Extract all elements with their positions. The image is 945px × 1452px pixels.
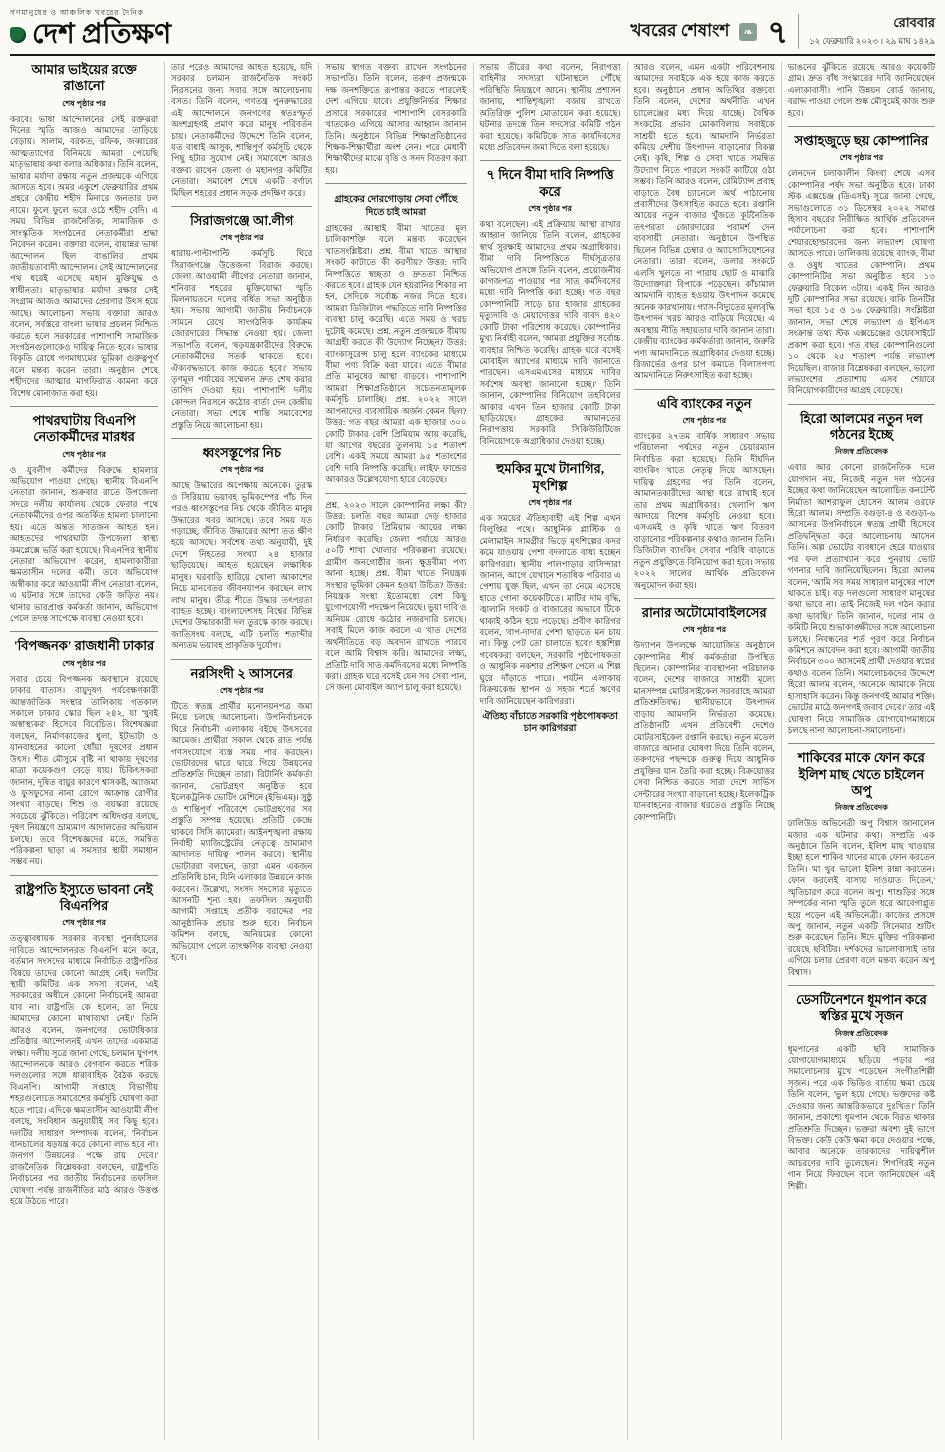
article-subhead: নিজস্ব প্রতিবেদক <box>835 1028 888 1038</box>
article-headline: ৭ দিনে বীমা দাবি নিষ্পত্তি করে <box>486 167 614 199</box>
masthead-right <box>630 14 935 49</box>
article-body: লেনদেন চলাকালীন কিংবা শেষে এসব কোম্পানির পর্ষদ সভা অনুষ্ঠিত হবে। ঢাকা স্টক এক্সচেঞ্জ (ডিএসই) সূত্রে জানা গেছে, সভাগুলোতে ৩১ ডিসেম্বর ২০২২ সমাপ্ত হিসাব বছরের নিরীক্ষিত আর্থিক প্রতিবেদন পর্যালোচনা করা হবে। পাশাপাশি শেয়ারহোল্ডারদের জন্য লভ্যাংশ ঘোষণা আসতে পারে। তালিকায় রয়েছে ব্যাংক, বীমা ও ওষুধ খাতের কোম্পানি। প্রথম কোম্পানিটির সভা অনুষ্ঠিত হবে ১৩ ফেব্রুয়ারি বিকেল ৩টায়। একই দিন আরও দুটি কোম্পানির সভা রয়েছে। বাকি তিনটির সভা হবে ১৫ ও ১৬ ফেব্রুয়ারি। সংশ্লিষ্টরা জানান, সভা শেষে লভ্যাংশ ও ইপিএস সংক্রান্ত তথ্য স্টক এক্সচেঞ্জের ওয়েবসাইটে প্রকাশ করা হবে। গত বছর কোম্পানিগুলো ১০ থেকে ২৫ শতাংশ পর্যন্ত লভ্যাংশ দিয়েছিল। বাজার বিশ্লেষকরা বলছেন, ভালো লভ্যাংশের প্রত্যাশায় এসব শেয়ারে বিনিয়োগকারীদের আগ্রহ বেড়েছে। <box>787 168 935 396</box>
article <box>634 598 775 830</box>
article-body: কথা বলেছেন। এই প্রক্রিয়ায় আস্থা রাখার আহ্বান জানিয়ে তিনি বলেন, গ্রাহকের স্বার্থ সুরক্ষাই আমাদের প্রথম অগ্রাধিকার। বীমা দাবি নিষ্পত্তিতে দীর্ঘসূত্রতার অভিযোগ প্রসঙ্গে তিনি বলেন, প্রয়োজনীয় কাগজপত্র পাওয়ার পর সাত কর্মদিবসের মধ্যে দাবি নিষ্পত্তি করা হচ্ছে। গত বছর কোম্পানিটি সাড়ে চার হাজার গ্রাহকের মৃত্যুদাবি ও মেয়াদোত্তর দাবি বাবদ ৪২০ কোটি টাকা পরিশোধ করেছে। কোম্পানির মুখ্য নির্বাহী বলেন, 'আমরা প্রযুক্তির সর্বোচ্চ ব্যবহার নিশ্চিত করেছি। গ্রাহক ঘরে বসেই মোবাইল অ্যাপের মাধ্যমে দাবি জানাতে পারছেন। এসএমএসের মাধ্যমে দাবির সর্বশেষ অবস্থা জানানো হচ্ছে।' তিনি জানান, কোম্পানির বিনিয়োগ তহবিলের আকার এখন তিন হাজার কোটি টাকা ছাড়িয়েছে। গ্রাহকের আমানতের নিরাপত্তায় সরকারি সিকিউরিটিজে বিনিয়োগকে অগ্রাধিকার দেওয়া হচ্ছে। <box>479 218 621 446</box>
article <box>10 875 158 1215</box>
article-body: এবার আর কোনো রাজনৈতিক দলে যোগদান নয়, নিজেই নতুন দল গঠনের ইচ্ছের কথা জানিয়েছেন আলোচিত কনটেন্ট নির্মাতা আশরাফুল হোসেন আলম ওরফে হিরো আলম। সম্প্রতি বগুড়া-৪ ও বগুড়া-৬ আসনের উপনির্বাচনে স্বতন্ত্র প্রার্থী হিসেবে প্রতিদ্বন্দ্বিতা করে আলোচনায় আসেন তিনি। অল্প ভোটের ব্যবধানে হেরে যাওয়ার পর ফল প্রত্যাখ্যান করে পুনরায় ভোট গণনার দাবি জানিয়েছিলেন। হিরো আলম বলেন, 'আমি সব সময় সাধারণ মানুষের পাশে থাকতে চাই। বড় দলগুলো সাধারণ মানুষের কথা ভাবে না। তাই নিজেই দল গঠন করার কথা ভাবছি।' তিনি জানান, দলের নাম ও কমিটি নিয়ে শুভাকাঙ্ক্ষীদের সঙ্গে আলোচনা চলছে। নিবন্ধনের শর্ত পূরণ করে নির্বাচন কমিশনে আবেদন করা হবে। আগামী জাতীয় নির্বাচনে ৩০০ আসনেই প্রার্থী দেওয়ার স্বপ্নের কথাও বলেন তিনি। সমালোচকদের উদ্দেশে হিরো আলম বলেন, 'অনেকে আমাকে নিয়ে হাসাহাসি করেন। কিন্তু জনগণই আমার শক্তি। ভোটের মাঠে জনগণই জবাব দেবে।' তার এই ঘোষণা নিয়ে সামাজিক যোগাযোগমাধ্যমে চলছে নানা আলোচনা-সমালোচনা। <box>787 462 935 735</box>
article-continuation <box>171 62 312 206</box>
column-5 <box>627 62 781 1440</box>
article <box>10 406 158 631</box>
article-headline: পাথরঘাটায় বিএনপি নেতাকর্মীদের মারধর <box>32 413 136 445</box>
article <box>788 404 935 744</box>
article-continuation <box>325 62 466 183</box>
article-headline: রানার অটোমোবাইলসের <box>641 604 767 620</box>
article-body: ঢালিউড অভিনেত্রী অপু বিশ্বাস জানালেন মজার এক ঘটনার কথা। সম্প্রতি এক অনুষ্ঠানে তিনি বলেন, ইলিশ মাছ খাওয়ার ইচ্ছা হলে শাকিব খানের মাকে ফোন করতেন তিনি। 'মা খুব ভালো ইলিশ রান্না করতেন। ফোন করলেই বাসায় দাওয়াত দিতেন,' স্মৃতিচারণ করে বলেন অপু। শাশুড়ির সঙ্গে সম্পর্কের নানা স্মৃতি তুলে ধরে আবেগাপ্লুত হয়ে পড়েন এই অভিনেত্রী। কাজের প্রসঙ্গে অপু জানান, নতুন একটি সিনেমার শুটিং শুরু করেছেন তিনি। ঈদে মুক্তির পরিকল্পনা রয়েছে ছবিটির। দর্শকদের ভালোবাসাই তার এগিয়ে চলার প্রেরণা বলে মন্তব্য করেন অপু বিশ্বাস। <box>787 818 935 977</box>
article-continuation <box>325 493 466 701</box>
pull-quote: ঐতিহ্য বাঁচাতে সরকারি পৃষ্ঠপোষকতা চান কারিগররা <box>482 711 618 735</box>
column-3 <box>318 62 472 1440</box>
leaf-icon: ❧ <box>739 23 757 41</box>
article-headline: নরসিংদী ২ আসনের <box>190 665 293 681</box>
article-body: ও যুবলীগ কর্মীদের বিরুদ্ধে হামলার অভিযোগ পাওয়া গেছে। স্থানীয় বিএনপি নেতারা জানান, শুক্রবার রাতে উপজেলা সদরে দলীয় কার্যালয় থেকে ফেরার পথে নেতাকর্মীদের ওপর অতর্কিত হামলা চালানো হয়। এতে অন্তত সাতজন আহত হন। আহতদের পাথরঘাটা উপজেলা স্বাস্থ্য কমপ্লেক্সে ভর্তি করা হয়েছে। বিএনপির স্থানীয় নেতারা অভিযোগ করেন, হামলাকারীরা ক্ষমতাসীন দলের কর্মী। তবে অভিযোগ অস্বীকার করে আওয়ামী লীগ নেতারা বলেন, এ ঘটনার সঙ্গে তাদের কেউ জড়িত নয়। থানার ভারপ্রাপ্ত কর্মকর্তা জানান, অভিযোগ পেলে তদন্ত সাপেক্ষে ব্যবস্থা নেওয়া হবে। <box>10 464 159 624</box>
page-number: ৭ <box>767 13 789 50</box>
article-headline: এবি ব্যাংকের নতুন <box>657 395 752 411</box>
article-body: গ্রাহকের আস্থাই বীমা খাতের মূল চালিকাশক্তি বলে মন্তব্য করেছেন খাতসংশ্লিষ্টরা। প্রশ্ন. বীমা খাতে আস্থার সংকট কাটাতে কী করণীয়? উত্তর: দাবি নিষ্পত্তিতে স্বচ্ছতা ও দ্রুততা নিশ্চিত করতে হবে। গ্রাহক যেন হয়রানির শিকার না হন, সেদিকে সর্বোচ্চ নজর দিতে হবে। আমরা ডিজিটাল পদ্ধতিতে দাবি নিষ্পত্তির ব্যবস্থা চালু করেছি। এতে সময় ও খরচ দুটোই কমেছে। প্রশ্ন. নতুন প্রজন্মকে বীমায় আগ্রহী করতে কী উদ্যোগ নিচ্ছেন? উত্তর: ব্যাংকাসুরেন্স চালু হলে ব্যাংকের মাধ্যমে বীমা পণ্য বিক্রি করা যাবে। এতে বীমার প্রতি মানুষের আস্থা বাড়বে। পাশাপাশি আমরা শিক্ষাপ্রতিষ্ঠানে সচেতনতামূলক কর্মসূচি চালাচ্ছি। প্রশ্ন. ২০২২ সালে আপনাদের ব্যবসায়িক অর্জন কেমন ছিল? উত্তর: গত বছর আমরা এক হাজার ৩০০ কোটি টাকার বেশি প্রিমিয়াম আয় করেছি, যা আগের বছরের তুলনায় ১৫ শতাংশ বেশি। একই সময়ে আমরা ৯৫ শতাংশের বেশি দাবি নিষ্পত্তি করেছি। লাইফ ফান্ডের আকারও উল্লেখযোগ্য হারে বেড়েছে। <box>325 222 467 485</box>
article <box>480 454 621 746</box>
article-body: আরও বলেন, এমন একটা পরিবেশনায় আমাদের সবাইকে এক হয়ে কাজ করতে হবে। অনুষ্ঠানে প্রধান অতিথির বক্তব্যে তিনি বলেন, দেশের অর্থনীতি এখন চ্যালেঞ্জের মধ্য দিয়ে যাচ্ছে। বৈশ্বিক সংকটের প্রভাব মোকাবিলায় সবাইকে সাশ্রয়ী হতে হবে। আমদানি নির্ভরতা কমিয়ে দেশীয় উৎপাদন বাড়ানোর বিকল্প নেই। কৃষি, শিল্প ও সেবা খাতে সমন্বিত উদ্যোগ নিতে পারলে সংকট কাটিয়ে ওঠা সম্ভব। তিনি আরও বলেন, রেমিট্যান্স প্রবাহ বাড়াতে বৈধ চ্যানেলে অর্থ পাঠানোয় প্রবাসীদের উৎসাহিত করতে হবে। রপ্তানি আয়ের নতুন বাজার খুঁজতে কূটনৈতিক তৎপরতা জোরদারের পরামর্শ দেন ব্যবসায়ী নেতারা। অনুষ্ঠানে উপস্থিত ছিলেন বিভিন্ন চেম্বার ও অ্যাসোসিয়েশনের নেতারা। তারা বলেন, ডলার সংকটে এলসি খুলতে না পারায় ছোট ও মাঝারি উদ্যোক্তারা বিপাকে পড়েছেন। কাঁচামাল আমদানি ব্যাহত হওয়ায় উৎপাদন কমেছে অনেক কারখানায়। গ্যাস-বিদ্যুতের মূল্যবৃদ্ধি উৎপাদন খরচ আরও বাড়িয়ে দিয়েছে। এ অবস্থায় নীতি সহায়তার দাবি জানান তারা। কেন্দ্রীয় ব্যাংকের কর্মকর্তারা জানান, জরুরি পণ্য আমদানিতে অগ্রাধিকার দেওয়া হচ্ছে। রিজার্ভের ওপর চাপ কমাতে বিলাসপণ্য আমদানিতে নিরুৎসাহিত করা হচ্ছে। <box>633 62 775 381</box>
article-body: টিতে স্বতন্ত্র প্রার্থীর মনোনয়নপত্র জমা নিয়ে চলছে আলোচনা। উপনির্বাচনকে ঘিরে নির্বাচনী এলাকায় বইছে উৎসবের আমেজ। প্রার্থীরা সকাল থেকে রাত পর্যন্ত গণসংযোগে ব্যস্ত সময় পার করছেন। ভোটারদের দ্বারে দ্বারে গিয়ে উন্নয়নের প্রতিশ্রুতি দিচ্ছেন তারা। রিটার্নিং কর্মকর্তা জানান, ভোটগ্রহণ অনুষ্ঠিত হবে ইলেকট্রনিক ভোটিং মেশিনে (ইভিএম)। সুষ্ঠু ও শান্তিপূর্ণ পরিবেশে ভোটগ্রহণের সব প্রস্তুতি সম্পন্ন হয়েছে। প্রতিটি কেন্দ্রে থাকবে সিসি ক্যামেরা। আইনশৃঙ্খলা রক্ষায় নির্বাহী ম্যাজিস্ট্রেটের নেতৃত্বে ভ্রাম্যমাণ আদালত দায়িত্ব পালন করবে। স্থানীয় ভোটাররা বলছেন, তারা এমন একজন প্রতিনিধি চান, যিনি এলাকার উন্নয়নে কাজ করবেন। উল্লেখ্য, সংসদ সদস্যের মৃত্যুতে আসনটি শূন্য হয়। তফসিল অনুযায়ী আগামী সপ্তাহে প্রতীক বরাদ্দের পর আনুষ্ঠানিক প্রচার শুরু হবে। নির্বাচন কমিশন বলছে, অনিয়মের কোনো অভিযোগ পেলে তাৎক্ষণিক ব্যবস্থা নেওয়া হবে। <box>171 700 313 963</box>
article-subhead: নিজস্ব প্রতিবেদক <box>835 803 888 813</box>
article-body: তত্ত্বাবধায়ক সরকার ব্যবস্থা পুনর্বহালের দাবিতে আন্দোলনরত বিএনপি মনে করে, বর্তমান সংসদের মাধ্যমে নির্বাচিত রাষ্ট্রপতির বিষয়ে তাদের কোনো আগ্রহ নেই। দলটির স্থায়ী কমিটির এক সদস্য বলেন, 'এই সরকারের অধীনে কোনো নির্বাচনেই আমরা যাব না। রাষ্ট্রপতি কে হলেন, তা নিয়ে আমাদের কোনো মাথাব্যথা নেই।' তিনি আরও বলেন, জনগণের ভোটাধিকার প্রতিষ্ঠার আন্দোলনই এখন তাদের একমাত্র লক্ষ্য। দলীয় সূত্রে জানা গেছে, চলমান যুগপৎ আন্দোলনকে আরও বেগবান করতে শরিক দলগুলোর সঙ্গে ধারাবাহিক বৈঠক করছে বিএনপি। আগামী সপ্তাহে বিভাগীয় শহরগুলোতে সমাবেশের কর্মসূচি ঘোষণা করা হতে পারে। এদিকে ক্ষমতাসীন আওয়ামী লীগ বলছে, সংবিধান অনুযায়ীই সব কিছু হবে। দলটির সাধারণ সম্পাদক বলেন, 'নির্বাচন বানচালের ষড়যন্ত্র করে কোনো লাভ হবে না। জনগণ উন্নয়নের পক্ষে রায় দেবে।' রাজনৈতিক বিশ্লেষকরা বলছেন, রাষ্ট্রপতি নির্বাচনের পর জাতীয় নির্বাচনের তফসিল ঘোষণা পর্যন্ত রাজনীতির মাঠ আরও উত্তপ্ত হয়ে উঠতে পারে। <box>10 933 159 1207</box>
article-body: সভায় তীরের কথা বলেন, নিরাপত্তা বাহিনীর সদস্যরা ঘটনাস্থলে পৌঁছে পরিস্থিতি নিয়ন্ত্রণে আনে। স্থানীয় প্রশাসন জানায়, শান্তিশৃঙ্খলা বজায় রাখতে অতিরিক্ত পুলিশ মোতায়েন করা হয়েছে। ঘটনার তদন্তে তিন সদস্যের কমিটি গঠন করা হয়েছে। কমিটিকে সাত কার্যদিবসের মধ্যে প্রতিবেদন জমা দিতে বলা হয়েছে। <box>479 62 621 152</box>
article-headline: রাষ্ট্রপতি ইস্যুতে ভাবনা নেই বিএনপির <box>15 881 153 914</box>
article-body: ধারায়-পাল্টাপাল্টি কর্মসূচি ঘিরে সিরাজগঞ্জে উত্তেজনা বিরাজ করছে। জেলা আওয়ামী লীগের নেতারা জানান, শনিবার শহরের মুক্তিযোদ্ধা স্মৃতি মিলনায়তনে দলের বর্ধিত সভা অনুষ্ঠিত হয়। সভায় আগামী জাতীয় নির্বাচনকে সামনে রেখে সাংগঠনিক কার্যক্রম জোরদারের সিদ্ধান্ত নেওয়া হয়। জেলা সভাপতি বলেন, 'ষড়যন্ত্রকারীদের বিরুদ্ধে নেতাকর্মীদের সতর্ক থাকতে হবে। ঐক্যবদ্ধভাবে কাজ করতে হবে।' সভায় তৃণমূল পর্যায়ের সম্মেলন দ্রুত শেষ করার তাগিদ দেওয়া হয়। পাশাপাশি দলীয় কোন্দল নিরসনে কঠোর বার্তা দেন কেন্দ্রীয় নেতারা। সভা শেষে শান্তি সমাবেশের প্রস্তুতি নিয়ে আলোচনা হয়। <box>171 248 313 430</box>
article-body: ব্যাংকের ২৭তম বার্ষিক সাধারণ সভায় পরিচালনা পর্ষদের নতুন চেয়ারম্যান নির্বাচিত করা হয়েছে। তিনি দীর্ঘদিন ব্যাংকিং খাতে নেতৃত্ব দিয়ে আসছেন। দায়িত্ব গ্রহণের পর তিনি বলেন, আমানতকারীদের আস্থা ধরে রাখাই হবে তার প্রথম অগ্রাধিকার। খেলাপি ঋণ আদায়ে বিশেষ কর্মসূচি নেওয়া হবে। এসএমই ও কৃষি খাতে ঋণ বিতরণ বাড়ানোর পরিকল্পনার কথাও জানান তিনি। ডিজিটাল ব্যাংকিং সেবার পরিধি বাড়াতে নতুন প্রযুক্তিতে বিনিয়োগ করা হবে। সভায় ২০২২ সালের আর্থিক প্রতিবেদন অনুমোদন করা হয়। <box>633 431 775 590</box>
article <box>171 206 312 438</box>
article-subhead: শেষ পৃষ্ঠার পর <box>528 203 572 213</box>
article-body: সবার চেয়ে বিপজ্জনক অবস্থানে রয়েছে ঢাকার বাতাস। বায়ুদূষণ পর্যবেক্ষণকারী আন্তর্জাতিক সংস্থার তালিকায় গতকাল সকালে ঢাকার স্কোর ছিল ২৪২, যা 'খুবই অস্বাস্থ্যকর' হিসেবে বিবেচিত। বিশেষজ্ঞরা বলছেন, নির্মাণকাজের ধুলা, ইটভাটা ও যানবাহনের কালো ধোঁয়া দূষণের প্রধান উৎস। শীত মৌসুমে বৃষ্টি না থাকায় দূষণের মাত্রা কয়েকগুণ বেড়ে যায়। চিকিৎসকরা জানান, দূষিত বায়ুর কারণে শ্বাসকষ্ট, অ্যাজমা ও ফুসফুসের নানা রোগে আক্রান্ত রোগীর সংখ্যা বাড়ছে। শিশু ও বয়স্করা রয়েছে সবচেয়ে ঝুঁকিতে। পরিবেশ অধিদপ্তর বলছে, দূষণ নিয়ন্ত্রণে ভ্রাম্যমাণ আদালতের অভিযান চলছে। তবে বিশেষজ্ঞদের মতে, সমন্বিত পরিকল্পনা ছাড়া এ সমস্যার স্থায়ী সমাধান সম্ভব নয়। <box>10 673 159 867</box>
article-subhead: শেষ পৃষ্ঠার পর <box>682 416 727 426</box>
article <box>171 659 312 971</box>
article-body: ভাঙনের ঝুঁকিতে রয়েছে আরও কয়েকটি গ্রাম। দ্রুত বাঁধ সংস্কারের দাবি জানিয়েছেন এলাকাবাসী। পানি উন্নয়ন বোর্ড জানায়, বরাদ্দ পাওয়া গেলে শুষ্ক মৌসুমেই কাজ শুরু হবে। <box>787 62 935 118</box>
masthead <box>10 8 935 56</box>
article-body: প্রশ্ন. ২০২৩ সালে কোম্পানির লক্ষ্য কী? উত্তর: চলতি বছর আমরা দেড় হাজার কোটি টাকার প্রিমিয়াম আয়ের লক্ষ্য নির্ধারণ করেছি। জেলা পর্যায়ে আরও ৫০টি শাখা খোলার পরিকল্পনা রয়েছে। গ্রামীণ জনগোষ্ঠীর জন্য ক্ষুদ্রবীমা পণ্য আনা হচ্ছে। প্রশ্ন. বীমা খাতে নিয়ন্ত্রক সংস্থার ভূমিকা কেমন হওয়া উচিত? উত্তর: নিয়ন্ত্রক সংস্থা ইতোমধ্যে বেশ কিছু যুগোপযোগী পদক্ষেপ নিয়েছে। ভুয়া দাবি ও অনিয়ম রোধে কঠোর নজরদারি চলছে। সবাই মিলে কাজ করলে এ খাত দেশের অর্থনীতিতে বড় অবদান রাখতে পারবে বলে আমি বিশ্বাস করি। আমাদের লক্ষ্য, প্রতিটি দাবি সাত কর্মদিবসের মধ্যে নিষ্পত্তি করা। গ্রাহক ঘরে বসেই যেন সব সেবা পান, সে জন্য মোবাইল অ্যাপ চালু করা হয়েছে। <box>325 499 467 693</box>
paper-title: দেশ প্রতিক্ষণ <box>32 19 172 50</box>
column-1 <box>10 62 164 1440</box>
article-headline: সিরাজগঞ্জে আ.লীগ <box>190 213 294 229</box>
article-subhead: শেষ পৃষ্ঠার পর <box>62 658 106 668</box>
column-2 <box>164 62 318 1440</box>
article-subhead: শেষ পৃষ্ঠার পর <box>682 625 727 635</box>
section-label: খবরের শেষাংশ <box>630 20 730 40</box>
article <box>634 389 775 598</box>
column-4 <box>473 62 627 1440</box>
article-body: ধূমপানের একটি ছবি সামাজিক যোগাযোগমাধ্যমে ছড়িয়ে পড়ার পর সমালোচনার মুখে পড়েছেন সংগীতশিল্পী সৃজন। পরে এক ভিডিও বার্তায় ক্ষমা চেয়ে তিনি বলেন, 'ভুল হয়ে গেছে। ভক্তদের কষ্ট দেওয়ার জন্য আন্তরিকভাবে দুঃখিত।' তিনি জানান, প্রকাশ্যে ধূমপান থেকে বিরত থাকার প্রতিশ্রুতি দিচ্ছেন। ভক্তরা অবশ্য দুই ভাগে বিভক্ত। কেউ কেউ ক্ষমা করে দেওয়ার পক্ষে, আবার অনেকে তারকাদের দায়িত্বশীল আচরণের দাবি তুলেছেন। শিগগিরই নতুন গান নিয়ে ফিরছেন বলে জানিয়েছেন এই শিল্পী। <box>787 1043 935 1191</box>
article-subhead: শেষ পৃষ্ঠার পর <box>62 98 106 108</box>
article-headline: ধ্বংসস্তূপের নিচ <box>202 445 281 461</box>
article <box>10 631 158 874</box>
day-label: রোববার <box>893 15 935 30</box>
article-headline: সপ্তাহজুড়ে ছয় কোম্পানির <box>794 133 929 149</box>
article-subhead: শেষ পৃষ্ঠার পর <box>839 153 884 163</box>
date-label: ১২ ফেব্রুয়ারি ২০২৩ । ২৯ মাঘ ১৪২৯ <box>809 36 935 46</box>
article <box>10 62 158 406</box>
article-body: এক সময়ের ঐতিহ্যবাহী এই শিল্প এখন বিলুপ্তির পথে। আধুনিক প্লাস্টিক ও মেলামাইন সামগ্রীর ভিড়ে মৃৎশিল্পের কদর কমে যাওয়ায় পেশা বদলাতে বাধ্য হচ্ছেন কারিগররা। স্থানীয় পালপাড়ার বাসিন্দারা জানান, আগে যেখানে শতাধিক পরিবার এ পেশায় যুক্ত ছিল, এখন তা নেমে এসেছে হাতে গোনা কয়েকটিতে। মাটির দাম বৃদ্ধি, জ্বালানি সংকট ও বাজারের অভাবে টিকে থাকাই কঠিন হয়ে পড়েছে। প্রবীণ কারিগর বলেন, 'বাপ-দাদার পেশা ছাড়তে মন চায় না। কিন্তু পেট তো চালাতে হবে।' হস্তশিল্প গবেষকরা বলছেন, সরকারি পৃষ্ঠপোষকতা ও আধুনিক নকশার প্রশিক্ষণ পেলে এ শিল্প ঘুরে দাঁড়াতে পারে। পর্যটন এলাকায় বিক্রয়কেন্দ্র স্থাপন ও সহজ শর্তে ঋণের দাবি জানিয়েছেন কারিগররা। <box>479 512 621 706</box>
article-body: করবে। ভাষা আন্দোলনের সেই রক্তঝরা দিনের স্মৃতি আজও আমাদের তাড়িয়ে বেড়ায়। সালাম, বরকত, রফিক, জব্বারের আত্মত্যাগের বিনিময়ে আমরা পেয়েছি মাতৃভাষায় কথা বলার অধিকার। তিনি বলেন, ভাষার মর্যাদা রক্ষায় নতুন প্রজন্মকে এগিয়ে আসতে হবে। অমর একুশে ফেব্রুয়ারির প্রথম প্রহরে কেন্দ্রীয় শহীদ মিনারে জনতার ঢল নামে। ফুলে ফুলে ভরে ওঠে শহীদ বেদি। এ সময় বিভিন্ন রাজনৈতিক, সামাজিক ও সাংস্কৃতিক সংগঠনের নেতাকর্মীরা শ্রদ্ধা নিবেদন করেন। বক্তারা বলেন, বায়ান্নর ভাষা আন্দোলন ছিল বাঙালির প্রথম জাতীয়তাবাদী আন্দোলন। সেই আন্দোলনের পথ ধরেই এসেছে মহান মুক্তিযুদ্ধ ও স্বাধীনতা। মাতৃভাষার মর্যাদা রক্ষার সেই সংগ্রাম আজও আমাদের প্রেরণার উৎস হয়ে আছে। আলোচনা সভায় বক্তারা আরও বলেন, সর্বস্তরে বাংলা ভাষার প্রচলন নিশ্চিত করতে হলে সরকারের পাশাপাশি সামাজিক সংগঠনগুলোকেও দায়িত্ব নিতে হবে। ভাষার বিকৃতি রোধে গণমাধ্যমের ভূমিকা গুরুত্বপূর্ণ বলে মন্তব্য করেন তারা। অনুষ্ঠান শেষে শহীদদের আত্মার মাগফিরাত কামনা করে বিশেষ মোনাজাত করা হয়। <box>10 113 159 398</box>
column-6 <box>781 62 935 1440</box>
article <box>788 743 935 985</box>
date-block <box>798 14 935 49</box>
article-headline: শাকিবের মাকে ফোন করে ইলিশ মাছ খেতে চাইলেন অপু <box>798 750 925 798</box>
article-subhead: শেষ পৃষ্ঠার পর <box>528 497 572 507</box>
article-headline: আমার ভাইয়ের রক্তে রাঙানো <box>31 62 137 94</box>
masthead-title-row <box>10 21 171 49</box>
page-content <box>10 62 935 1440</box>
article <box>788 126 935 404</box>
article-headline: 'বিপজ্জনক' রাজধানী ঢাকার <box>13 638 155 654</box>
article <box>788 985 935 1199</box>
newspaper-logo-icon <box>10 27 26 43</box>
pull-quote: গ্রাহকের দোরগোড়ায় সেবা পৌঁছে দিতে চাই আমরা <box>334 195 458 218</box>
article-body: সভায় স্বাগত বক্তব্য রাখেন সংগঠনের সভাপতি। তিনি বলেন, তরুণ প্রজন্মকে দক্ষ জনশক্তিতে রূপান্তর করতে পারলেই দেশ এগিয়ে যাবে। প্রযুক্তিনির্ভর শিক্ষার প্রসারে সরকারের পাশাপাশি বেসরকারি খাতকেও এগিয়ে আসার আহ্বান জানান তিনি। অনুষ্ঠানে বিভিন্ন শিক্ষাপ্রতিষ্ঠানের শিক্ষক-শিক্ষার্থীরা অংশ নেন। পরে মেধাবী শিক্ষার্থীদের মাঝে বৃত্তি ও সনদ বিতরণ করা হয়। <box>325 62 467 175</box>
article <box>171 438 312 659</box>
article-headline: হুমকির মুখে টানাগির, মৃৎশিল্প <box>496 461 605 493</box>
article-subhead: শেষ পৃষ্ঠার পর <box>62 918 106 928</box>
article-subhead: শেষ পৃষ্ঠার পর <box>219 685 264 695</box>
article-headline: হিরো আলমের নতুন দল গঠনের ইচ্ছে <box>800 410 923 443</box>
article-body: তার পরেও আমাদের আহত হয়েছে, যদি সরকার চলমান রাজনৈতিক সংকট নিরসনের জন্য সবার সঙ্গে আলোচনায় বসত। তিনি বলেন, গণতন্ত্র পুনরুদ্ধারের এই আন্দোলনে জনগণের স্বতঃস্ফূর্ত অংশগ্রহণই প্রমাণ করে মানুষ পরিবর্তন চায়। নেতাকর্মীদের উদ্দেশে তিনি বলেন, যত বাধাই আসুক, শান্তিপূর্ণ কর্মসূচি থেকে পিছু হটার সুযোগ নেই। সমাবেশে আরও বক্তব্য রাখেন জেলা ও মহানগর কমিটির নেতারা। সমাবেশ শেষে একটি বর্ণাঢ্য মিছিল শহরের প্রধান সড়ক প্রদক্ষিণ করে। <box>171 62 313 198</box>
article-subhead: শেষ পৃষ্ঠার পর <box>62 449 106 459</box>
article-subhead: শেষ পৃষ্ঠার পর <box>219 465 264 475</box>
article-continuation <box>634 62 775 389</box>
article-interview <box>325 183 466 492</box>
article <box>480 160 621 454</box>
masthead-tagline: গণমানুষের ও আঞ্চলিক খবরের দৈনিক <box>10 8 145 17</box>
masthead-left <box>10 8 171 49</box>
article-headline: ডেসটিনেশনে ধূমপান করে স্বস্তির মুখে সৃজন <box>796 992 927 1024</box>
article-continuation <box>480 62 621 160</box>
article-continuation <box>788 62 935 126</box>
article-subhead: শেষ পৃষ্ঠার পর <box>219 233 264 243</box>
article-subhead: নিজস্ব প্রতিবেদক <box>835 447 888 457</box>
article-body: উদ্যাপন উপলক্ষে আয়োজিত অনুষ্ঠানে কোম্পানির শীর্ষ কর্মকর্তারা উপস্থিত ছিলেন। কোম্পানির ব্যবস্থাপনা পরিচালক বলেন, দেশের বাজারে সাশ্রয়ী মূল্যে মানসম্পন্ন মোটরসাইকেল সরবরাহে আমরা প্রতিশ্রুতিবদ্ধ। স্থানীয়ভাবে উৎপাদন বাড়ায় আমদানি নির্ভরতা কমেছে। প্রতিষ্ঠানটি এখন প্রতিবেশী দেশেও মোটরসাইকেল রপ্তানি করছে। নতুন মডেল বাজারে আনার ঘোষণা দিয়ে তিনি বলেন, তরুণদের পছন্দকে গুরুত্ব দিয়ে আধুনিক প্রযুক্তির যান তৈরি করা হচ্ছে। বিক্রয়োত্তর সেবা নিশ্চিত করতে সারা দেশে সার্ভিস সেন্টারের সংখ্যা বাড়ানো হচ্ছে। ইলেকট্রিক যানবাহনের বাজার ধরতেও প্রস্তুতি নিচ্ছে কোম্পানিটি। <box>633 640 775 822</box>
article-body: আছে উদ্ধারের অপেক্ষায় অনেকে। তুরস্ক ও সিরিয়ায় ভয়াবহ ভূমিকম্পের পাঁচ দিন পরও ধ্বংসস্তূপের নিচ থেকে জীবিত মানুষ উদ্ধারের খবর আসছে। তবে সময় যত গড়াচ্ছে, জীবিত উদ্ধারের আশা তত ক্ষীণ হয়ে আসছে। সর্বশেষ তথ্য অনুযায়ী, দুই দেশে নিহতের সংখ্যা ২৪ হাজার ছাড়িয়েছে। আহত হয়েছেন লক্ষাধিক মানুষ। ঘরবাড়ি হারিয়ে খোলা আকাশের নিচে মানবেতর জীবনযাপন করছেন লাখ লাখ মানুষ। তীব্র শীতে উদ্ধার তৎপরতা ব্যাহত হচ্ছে। বাংলাদেশসহ বিশ্বের বিভিন্ন দেশের উদ্ধারকারী দল তুরস্কে কাজ করছে। জাতিসংঘ বলছে, এটি চলতি শতাব্দীর অন্যতম ভয়াবহ প্রাকৃতিক দুর্যোগ। <box>171 480 313 651</box>
